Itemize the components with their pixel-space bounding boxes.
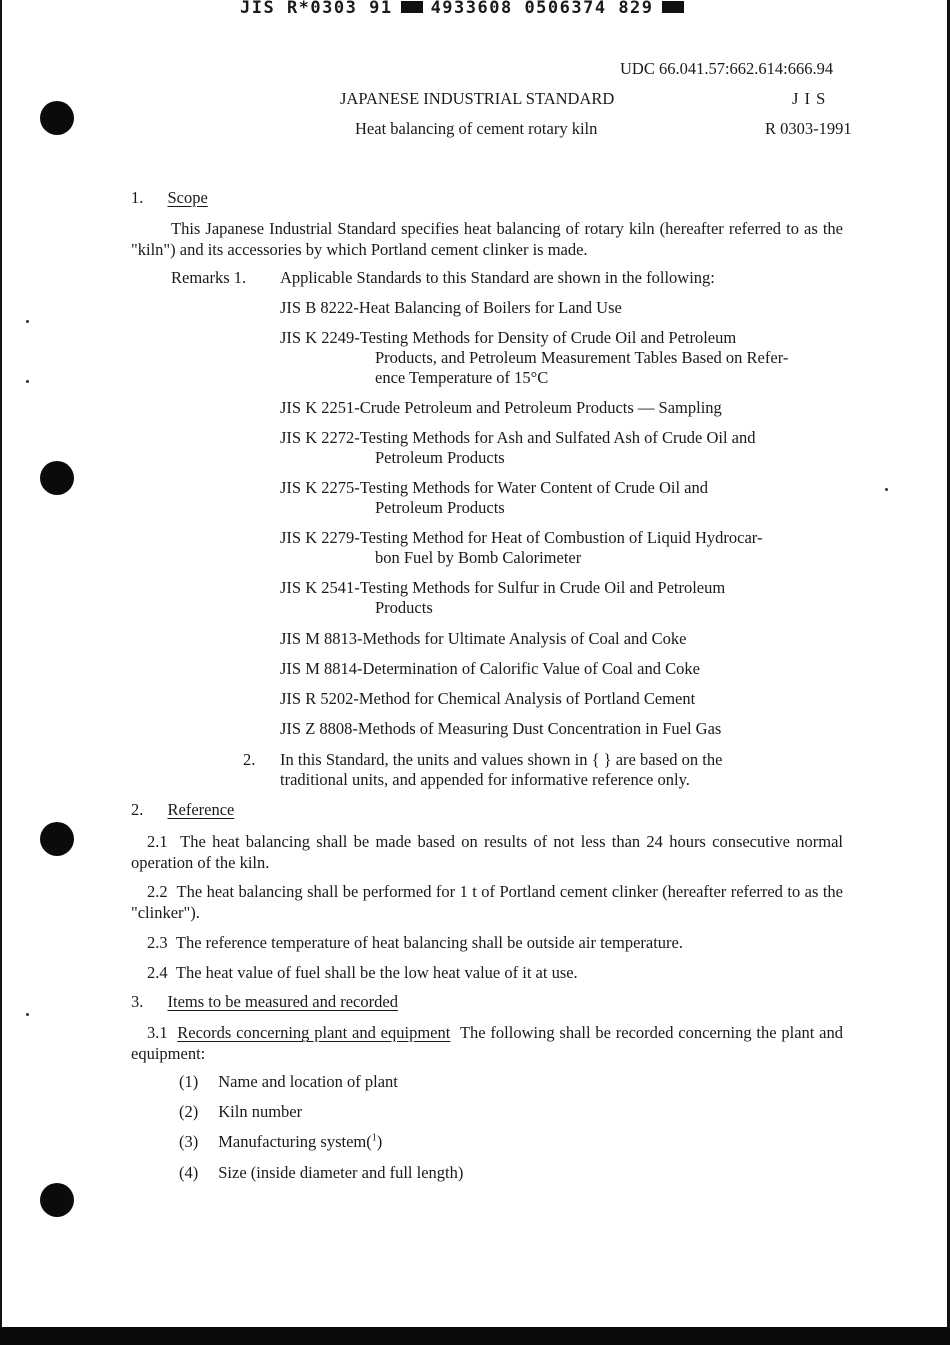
paragraph-text: This Japanese Industrial Standard specifies heat balancing of rotary kiln (hereafter referred to as the "kiln") and its accessories by which Portland cement clinker is made. (131, 219, 843, 259)
remark-2-line-2: traditional units, and appended for informative reference only. (280, 770, 690, 789)
reference-item: JIS K 2251-Crude Petroleum and Petroleum Products — Sampling (280, 398, 722, 417)
reference-item: JIS Z 8808-Methods of Measuring Dust Concentration in Fuel Gas (280, 719, 722, 738)
reference-item: JIS R 5202-Method for Chemical Analysis of Portland Cement (280, 689, 696, 708)
section-2-heading (131, 800, 234, 820)
scan-speck (885, 488, 888, 491)
clause-2-4: 2.4 The heat value of fuel shall be the low heat value of it at use. (147, 963, 578, 982)
clause-2-3: 2.3 The reference temperature of heat balancing shall be outside air temperature. (147, 933, 683, 952)
remarks-intro: Applicable Standards to this Standard are shown in the following: (280, 268, 715, 287)
clause-3-1: 3.1 Records concerning plant and equipment The following shall be recorded concerning the plant and equipment: (131, 1023, 843, 1063)
clause-2-2: 2.2 The heat balancing shall be performed for 1 t of Portland cement clinker (hereafter referred to as the "clinker"). (131, 882, 843, 922)
section-number: 3. (131, 992, 144, 1011)
reference-item: JIS M 8814-Determination of Calorific Value of Coal and Coke (280, 659, 700, 678)
code-block-mark (401, 1, 423, 13)
standard-number: R 0303-1991 (765, 119, 852, 138)
document-title: Heat balancing of cement rotary kiln (355, 119, 598, 138)
code-part-1: JIS R*0303 91 (240, 0, 393, 18)
scan-bottom-bar (0, 1327, 950, 1345)
clause-2-1: 2.1 The heat balancing shall be made based on results of not less than 24 hours consecutive normal operation of the kiln. (131, 832, 843, 872)
section-3-heading (131, 992, 398, 1012)
udc-code: UDC 66.041.57:662.614:666.94 (620, 59, 834, 78)
reference-item: JIS K 2541-Testing Methods for Sulfur in Crude Oil and Petroleum Products (280, 578, 726, 617)
section-number: 2. (131, 800, 144, 819)
remark-2-line-1: In this Standard, the units and values shown in { } are based on the (280, 750, 723, 769)
list-item: (1) Name and location of plant (179, 1072, 398, 1091)
reference-item: JIS K 2275-Testing Methods for Water Content of Crude Oil and Petroleum Products (280, 478, 708, 517)
reference-item: JIS B 8222-Heat Balancing of Boilers for Land Use (280, 298, 622, 317)
section-title: Items to be measured and recorded (167, 992, 398, 1011)
section-1-heading (131, 188, 208, 208)
scan-edge-left (0, 0, 2, 1345)
punch-hole (40, 822, 74, 856)
scan-speck (26, 380, 29, 383)
reference-item: JIS K 2279-Testing Method for Heat of Combustion of Liquid Hydrocar- bon Fuel by Bomb Calorimeter (280, 528, 763, 567)
scan-speck (26, 320, 29, 323)
remark-2-number: 2. (243, 750, 256, 769)
list-item: (3) Manufacturing system($^1$) (179, 1132, 383, 1151)
scan-speck (26, 1013, 29, 1016)
reference-item: JIS M 8813-Methods for Ultimate Analysis of Coal and Coke (280, 629, 687, 648)
list-item: (2) Kiln number (179, 1102, 303, 1121)
punch-hole (40, 1183, 74, 1217)
remarks-label: Remarks 1. (171, 268, 247, 287)
document-code-header (240, 0, 692, 18)
standard-name: JAPANESE INDUSTRIAL STANDARD (340, 89, 615, 108)
code-part-2: 4933608 0506374 829 (430, 0, 654, 18)
footnote-ref: 1 (371, 1132, 377, 1144)
section-title: Reference (167, 800, 235, 819)
clause-3-1-title: Records concerning plant and equipment (177, 1023, 451, 1042)
section-title: Scope (167, 188, 208, 207)
section-number: 1. (131, 188, 144, 207)
list-item: (4) Size (inside diameter and full length) (179, 1163, 464, 1182)
jis-label: J I S (792, 89, 827, 108)
punch-hole (40, 101, 74, 135)
punch-hole (40, 461, 74, 495)
scope-paragraph (131, 218, 843, 260)
reference-item: JIS K 2272-Testing Methods for Ash and Sulfated Ash of Crude Oil and Petroleum Products (280, 428, 756, 467)
reference-item: JIS K 2249-Testing Methods for Density of Crude Oil and Petroleum Products, and Petroleum Measurement Tables Based on Refer- ence Temperature of 15°C (280, 328, 789, 387)
code-block-mark (662, 1, 684, 13)
